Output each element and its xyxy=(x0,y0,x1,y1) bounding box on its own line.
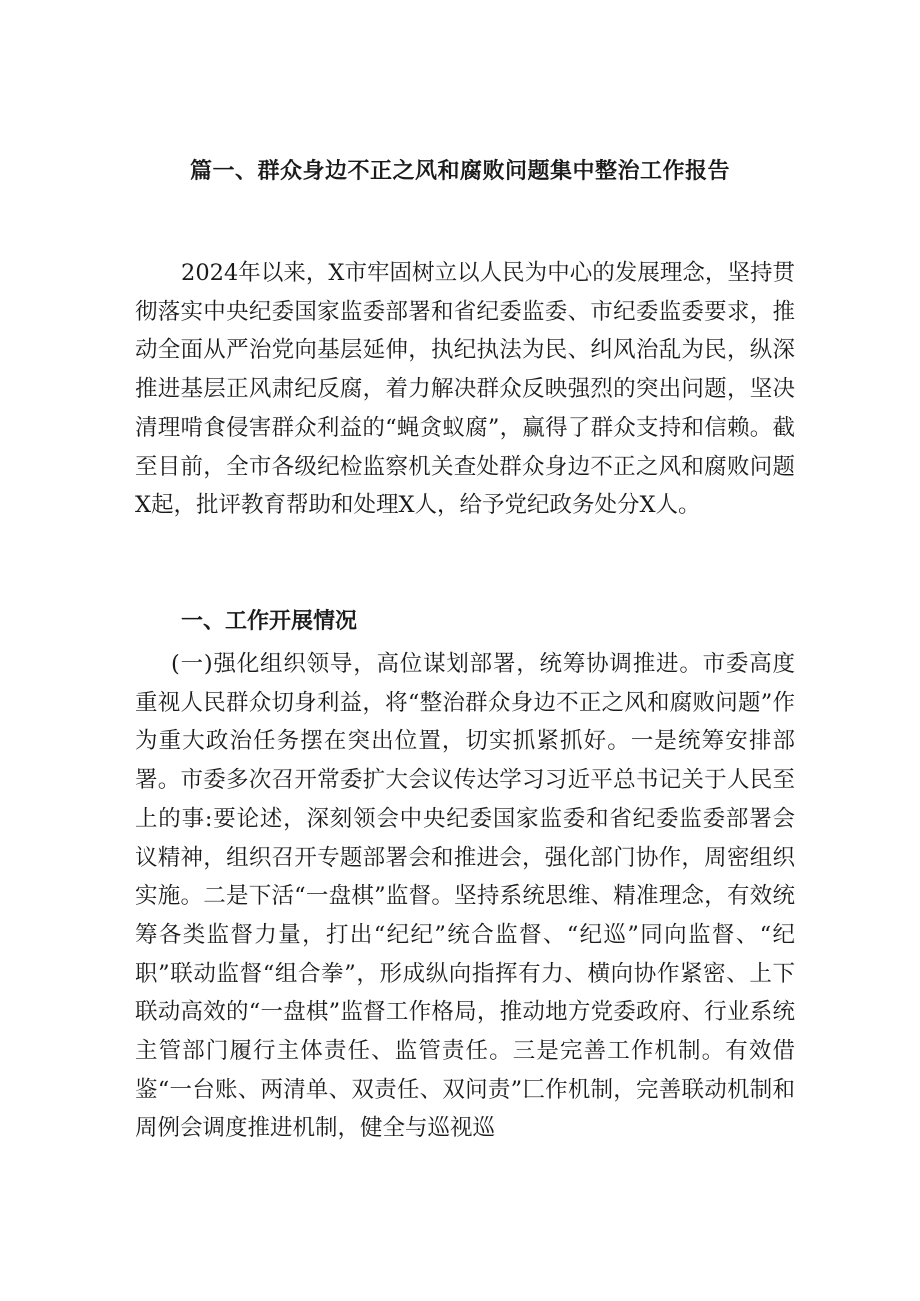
section-heading: 一、工作开展情况 xyxy=(181,608,358,634)
section-paragraph: (一)强化组织领导，高位谋划部署，统筹协调推进。市委高度重视人民群众切身利益，将“整治群众身边不正之风和腐败问题”作为重大政治任务摆在突出位置，切实抓紧抓好。一是统筹安排部署。市委多次召开常委扩大会议传达学习习近平总书记关于人民至上的事:要论述，深刻领会中央纪委国家监委和省纪委监委部署会议精神，组织召开专题部署会和推进会，强化部门协作，周密组织实施。二是下活“一盘棋”监督。坚持系统思维、精准理念，有效统筹各类监督力量，打出“纪纪”统合监督、“纪巡”同向监督、“纪职”联动监督“组合拳”，形成纵向指挥有力、横向协作紧密、上下联动高效的“一盘棋”监督工作格局，推动地方党委政府、行业系统主管部门履行主体责任、监管责任。三是完善工作机制。有效借鉴“一台账、两清单、双责任、双问责”匚作机制，完善联动机制和周例会调度推进机制，健全与巡视巡 xyxy=(135,651,795,1142)
intro-paragraph: 2024年以来，X市牢固树立以人民为中心的发展理念，坚持贯彻落实中央纪委国家监委部署和省纪委监委、市纪委监委要求，推动全面从严治党向基层延伸，执纪执法为民、纠风治乱为民，纵深推进基层正风肃纪反腐，着力解决群众反映强烈的突出问题，坚决清理啃食侵害群众利益的“蝇贪蚁腐”，赢得了群众支持和信赖。截至目前，全市各级纪检监察机关查处群众身边不正之风和腐败问题X起，批评教育帮助和处理X人，给予党纪政务处分X人。 xyxy=(135,260,795,519)
document-title: 篇一、群众身边不正之风和腐败问题集中整治工作报告 xyxy=(189,158,730,184)
